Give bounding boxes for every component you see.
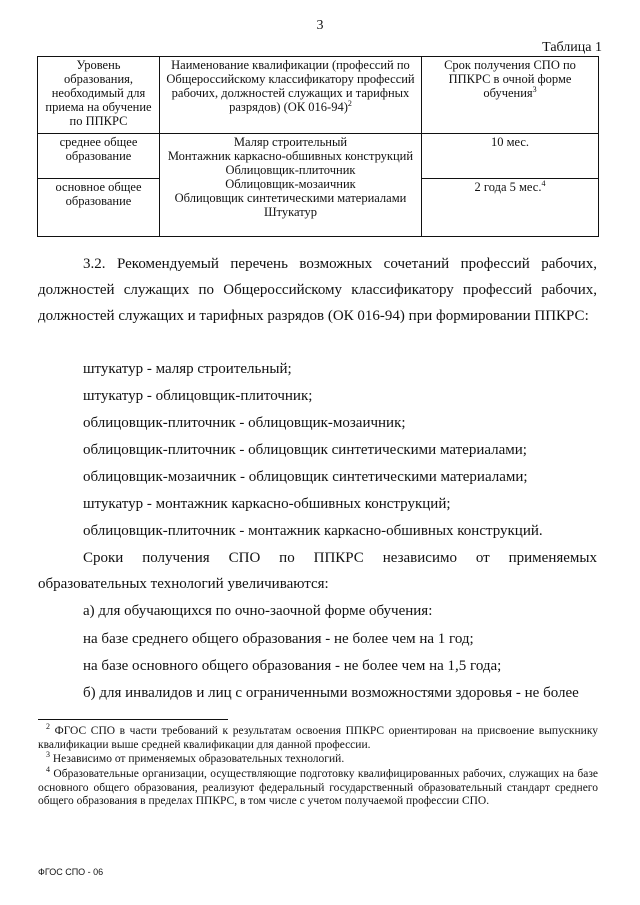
- combination-item: облицовщик-плиточник - монтажник каркасно-обшивных конструкций.: [83, 523, 543, 539]
- combination-item: штукатур - монтажник каркасно-обшивных конструкций;: [83, 496, 451, 512]
- footnote-2: [38, 722, 598, 752]
- combination-item: облицовщик-плиточник - облицовщик-мозаичник;: [83, 415, 406, 431]
- page-number: 3: [316, 18, 324, 33]
- document-footer: ФГОС СПО - 06: [38, 867, 104, 877]
- footnote-text: ФГОС СПО в части требований к результатам освоения ППКРС ориентирован на присвоение выпускнику квалификации выше средней квалификации для данной профессии.: [38, 725, 598, 751]
- combination-item: штукатур - облицовщик-плиточник;: [83, 388, 313, 404]
- combination-item: штукатур - маляр строительный;: [83, 361, 292, 377]
- header-term-text: Срок получения СПО по ППКРС в очной форме обучения: [444, 58, 576, 100]
- item-a2: на базе основного общего образования - не более чем на 1,5 года;: [83, 658, 502, 674]
- combination-item: облицовщик-плиточник - облицовщик синтетическими материалами;: [83, 442, 527, 458]
- cell-qualifications: [159, 134, 421, 237]
- cell-level-basic: основное общее образование: [38, 179, 160, 237]
- qualification-item: Облицовщик синтетическими материалами: [174, 191, 407, 205]
- header-qualification-name-text: Наименование квалификации (профессий по Общероссийскому классификатору профессий рабочих, должностей служащих и тарифных разрядов) (ОК 016-94): [166, 58, 415, 114]
- qualification-item: Облицовщик-плиточник: [225, 163, 356, 177]
- table-row: [38, 134, 599, 179]
- table-caption: Таблица 1: [542, 40, 602, 55]
- footnote-ref-2: 2: [347, 98, 352, 108]
- qualification-item: Облицовщик-мозаичник: [225, 177, 356, 191]
- header-education-level: [38, 57, 160, 134]
- section-3-2: 3.2. Рекомендуемый перечень возможных сочетаний профессий рабочих, должностей служащих по Общероссийскому классификатору профессий рабочих, должностей служащих и тарифных разрядов (ОК 016-94) при формировании ППКРС:: [38, 256, 597, 324]
- qualification-item: Монтажник каркасно-обшивных конструкций: [167, 149, 414, 163]
- cell-term-basic-text: 2 года 5 мес.: [474, 180, 542, 194]
- item-b: б) для инвалидов и лиц с ограниченными возможностями здоровья - не более: [83, 685, 579, 701]
- footnote-number: 3: [46, 750, 50, 760]
- footnote-text: Образовательные организации, осуществляющие подготовку квалифицированных рабочих, служащих на базе основного общего образования, реализуют федеральный государственный образовательный стандарт среднего общего образования в пределах ППКРС, в том числе с учетом получаемой профессии СПО.: [38, 768, 598, 807]
- cell-term-secondary: 10 мес.: [421, 134, 598, 179]
- qualification-table: [37, 56, 599, 237]
- cell-term-basic: [421, 179, 598, 237]
- footnote-text: Независимо от применяемых образовательных технологий.: [52, 753, 345, 765]
- cell-level-secondary: среднее общее образование: [38, 134, 160, 179]
- combination-item: облицовщик-мозаичник - облицовщик синтетическими материалами;: [83, 469, 528, 485]
- terms-paragraph: Сроки получения СПО по ППКРС независимо от применяемых образовательных технологий увеличиваются:: [38, 550, 597, 592]
- header-term: [421, 57, 598, 134]
- footnote-3: [38, 750, 598, 767]
- header-qualification-name: [159, 57, 421, 134]
- qualification-item: Маляр строительный: [233, 135, 348, 149]
- qualification-item: Штукатур: [263, 205, 318, 219]
- item-a1: на базе среднего общего образования - не более чем на 1 год;: [83, 631, 474, 647]
- footnote-4: [38, 765, 598, 809]
- footnote-number: 4: [46, 765, 50, 775]
- footnote-number: 2: [46, 722, 50, 732]
- item-a: а) для обучающихся по очно-заочной форме обучения:: [83, 603, 433, 619]
- header-education-level-text: Уровень образования, необходимый для приема на обучение по ППКРС: [45, 58, 152, 128]
- table-header-row: [38, 57, 599, 134]
- footnote-ref-3: 3: [532, 84, 537, 94]
- footnote-ref-4: 4: [541, 178, 546, 188]
- footnote-separator: [38, 719, 228, 720]
